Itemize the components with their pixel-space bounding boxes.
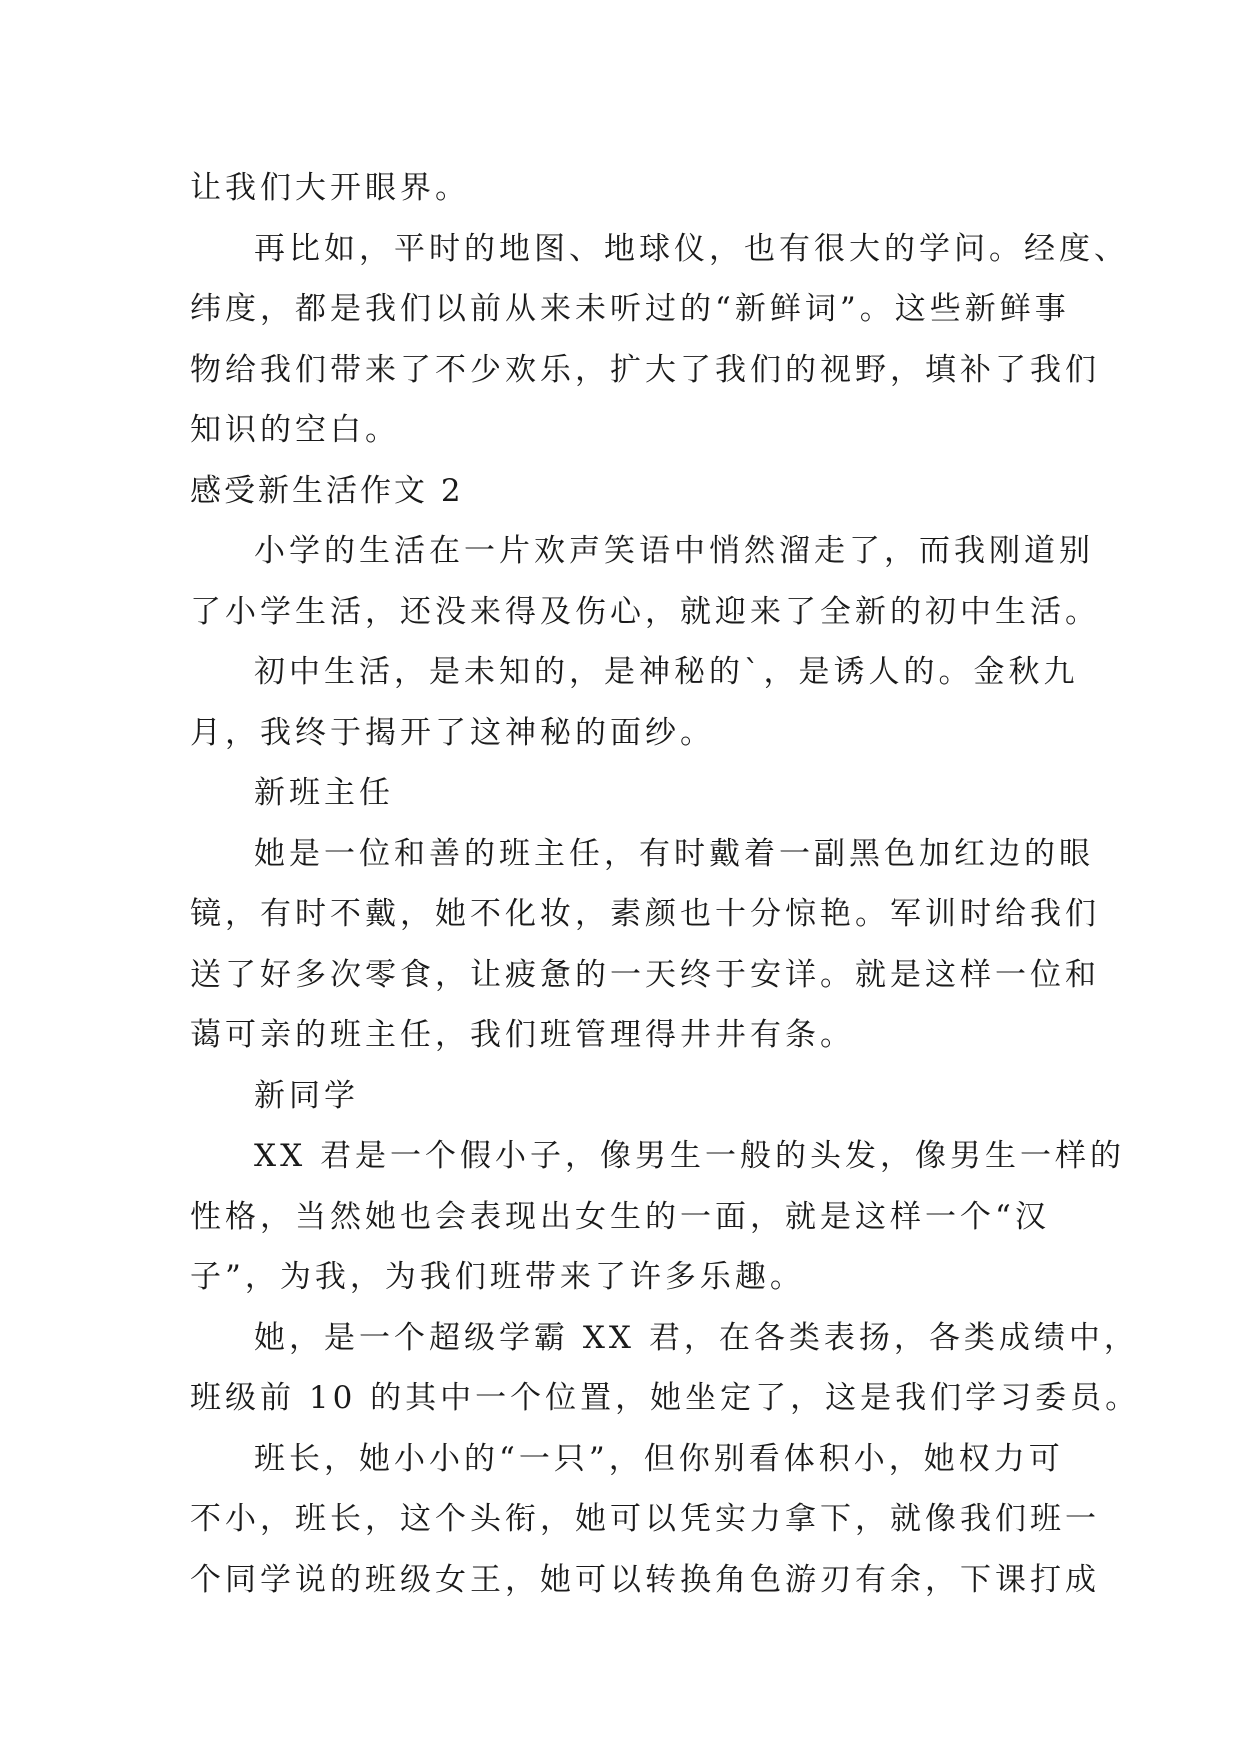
text-line: 纬度，都是我们以前从来未听过的“新鲜词”。这些新鲜事 — [190, 291, 1070, 327]
text-line: 再比如，平时的地图、地球仪，也有很大的学问。经度、 — [254, 230, 1129, 267]
text-line: 蔼可亲的班主任，我们班管理得井井有条。 — [190, 1017, 855, 1053]
text-line: 班级前 10 的其中一个位置，她坐定了，这是我们学习委员。 — [190, 1380, 1141, 1416]
text-line: 她，是一个超级学霸 XX 君，在各类表扬，各类成绩中， — [254, 1319, 1139, 1356]
text-line: 新同学 — [254, 1077, 359, 1114]
text-line: XX 君是一个假小子，像男生一般的头发，像男生一样的 — [254, 1138, 1125, 1174]
document-body — [190, 158, 1141, 1610]
text-line: 班长，她小小的“一只”，但你别看体积小，她权力可 — [254, 1440, 1064, 1477]
text-line: 送了好多次零食，让疲惫的一天终于安详。就是这样一位和 — [190, 956, 1100, 993]
text-line: 让我们大开眼界。 — [190, 170, 470, 206]
text-line: 她是一位和善的班主任，有时戴着一副黑色加红边的眼 — [254, 835, 1094, 872]
text-line: 月，我终于揭开了这神秘的面纱。 — [190, 714, 715, 751]
section-heading: 感受新生活作文 2 — [190, 472, 464, 509]
text-line: 子”，为我，为我们班带来了许多乐趣。 — [190, 1259, 805, 1295]
text-line: 新班主任 — [254, 775, 394, 811]
text-line: 个同学说的班级女王，她可以转换角色游刃有余，下课打成 — [190, 1561, 1100, 1598]
text-line: 初中生活，是未知的，是神秘的`，是诱人的。金秋九 — [254, 654, 1079, 690]
text-line: 物给我们带来了不少欢乐，扩大了我们的视野，填补了我们 — [190, 351, 1100, 388]
text-line: 镜，有时不戴，她不化妆，素颜也十分惊艳。军训时给我们 — [190, 896, 1100, 932]
text-line: 性格，当然她也会表现出女生的一面，就是这样一个“汉 — [190, 1198, 1050, 1235]
text-line: 不小，班长，这个头衔，她可以凭实力拿下，就像我们班一 — [190, 1501, 1100, 1537]
text-line: 了小学生活，还没来得及伤心，就迎来了全新的初中生活。 — [190, 593, 1100, 630]
text-line: 小学的生活在一片欢声笑语中悄然溜走了，而我刚道别 — [254, 533, 1094, 569]
text-line: 知识的空白。 — [190, 412, 400, 448]
